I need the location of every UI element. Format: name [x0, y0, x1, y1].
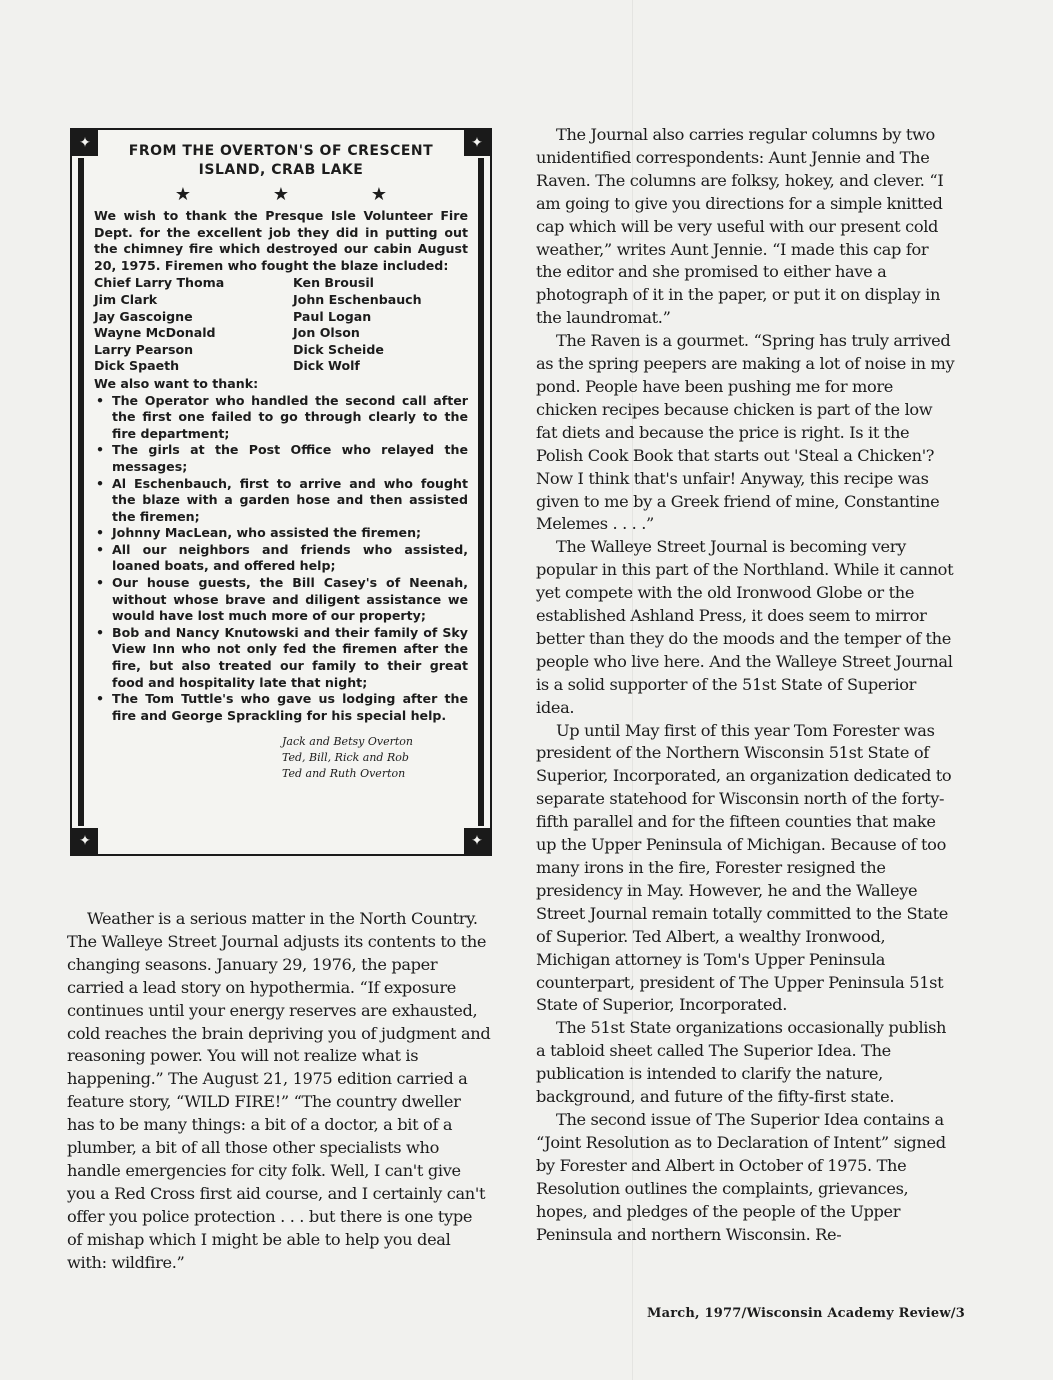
- fireman-name: Larry Pearson: [94, 341, 194, 357]
- notice-intro: We wish to thank the Presque Isle Volunteer Fire Dept. for the excellent job they did in putting out the chimney fire which destroyed our cabin August 20, 1975. Firemen who fought the blaze included:: [94, 208, 468, 273]
- thank-you-notice: [70, 128, 492, 856]
- thanks-list: [94, 393, 468, 725]
- thanks-item: • Bob and Nancy Knutowski and their family of Sky View Inn who not only fed the firemen after the fire, but also treated our family to their great food and hospitality late that night;: [94, 625, 468, 691]
- fireman-name: Jon Olson: [293, 325, 360, 341]
- also-thank-heading: We also want to thank:: [94, 375, 259, 391]
- fireman-name: Dick Wolf: [293, 358, 360, 374]
- fireman-name: Chief Larry Thoma: [94, 275, 225, 291]
- paragraph: The second issue of The Superior Idea contains a “Joint Resolution as to Declaration of Intent” signed by Forester and Albert in October of 1975. The Resolution outlines the complaints, grievances, hopes, and pledges of the people of the Upper Peninsula and northern Wisconsin. Re-: [536, 1109, 946, 1244]
- firemen-column-left: [94, 275, 281, 375]
- signature-line: Jack and Betsy Overton: [282, 735, 413, 749]
- thanks-item: • The Operator who handled the second call after the first one failed to go through clearly to the fire department;: [94, 393, 468, 443]
- signature-line: Ted and Ruth Overton: [282, 767, 406, 781]
- signature-line: Ted, Bill, Rick and Rob: [282, 751, 409, 765]
- corner-ornament-icon: ✦: [72, 828, 98, 854]
- paragraph: The Walleye Street Journal is becoming very popular in this part of the Northland. While it cannot yet compete with the old Ironwood Globe or the established Ashland Press, it does seem to mirror better than they do the moods and the temper of the people who live here. And the Walleye Street Journal is a solid supporter of the 51st State of Superior idea.: [536, 537, 954, 717]
- left-column-text: [67, 908, 491, 1275]
- notice-border-right: [478, 158, 484, 826]
- fireman-name: John Eschenbauch: [293, 291, 422, 307]
- thanks-item: • The girls at the Post Office who relayed the messages;: [94, 442, 468, 475]
- thanks-item: • All our neighbors and friends who assisted, loaned boats, and offered help;: [94, 542, 468, 575]
- firemen-column-right: [281, 275, 468, 375]
- star-icon: ★: [174, 184, 192, 205]
- star-row: [94, 180, 468, 206]
- star-icon: ★: [370, 184, 388, 205]
- corner-ornament-icon: ✦: [72, 130, 98, 156]
- corner-ornament-icon: ✦: [464, 828, 490, 854]
- firemen-list: [94, 275, 468, 375]
- notice-border-left: [78, 158, 84, 826]
- fireman-name: Paul Logan: [293, 308, 372, 324]
- thanks-item: • Al Eschenbauch, first to arrive and who fought the blaze with a garden hose and then assisted the firemen;: [94, 476, 468, 526]
- fireman-name: Wayne McDonald: [94, 325, 216, 341]
- notice-title-line: ISLAND, CRAB LAKE: [198, 162, 364, 178]
- page-footer: March, 1977/Wisconsin Academy Review/3: [647, 1306, 965, 1321]
- paragraph: Weather is a serious matter in the North Country. The Walleye Street Journal adjusts its contents to the changing seasons. January 29, 1976, the paper carried a lead story on hypothermia. “If exposure continues until your energy reserves are exhausted, cold reaches the brain depriving you of judgment and reasoning power. You will not realize what is happening.” The August 21, 1975 edition carried a feature story, “WILD FIRE!” “The country dweller has to be many things: a bit of a doctor, a bit of a plumber, a bit of all those other specialists who handle emergencies for city folk. Well, I can't give you a Red Cross first aid course, and I certainly can't offer you police protection . . . but there is one type of mishap which I might be able to help you deal with: wildfire.”: [67, 909, 491, 1272]
- notice-title: [94, 142, 468, 180]
- fireman-name: Dick Scheide: [293, 341, 384, 357]
- thanks-item: • Johnny MacLean, who assisted the firemen;: [94, 525, 468, 542]
- paragraph: The Raven is a gourmet. “Spring has truly arrived as the spring peepers are making a lot of noise in my pond. People have been pushing me for more chicken recipes because chicken is part of the low fat diets and because the price is right. Is it the Polish Cook Book that starts out 'Steal a Chicken'? Now I think that's unfair! Anyway, this recipe was given to me by a Greek friend of mine, Constantine Melemes . . . .”: [536, 331, 955, 534]
- fireman-name: Ken Brousil: [293, 275, 374, 291]
- fireman-name: Dick Spaeth: [94, 358, 180, 374]
- star-icon: ★: [272, 184, 290, 205]
- signatures: [282, 734, 468, 782]
- fireman-name: Jim Clark: [94, 291, 158, 307]
- notice-content: [94, 140, 468, 844]
- paragraph: The 51st State organizations occasionally publish a tabloid sheet called The Superior Idea. The publication is intended to clarify the nature, background, and future of the fifty-first state.: [536, 1018, 947, 1107]
- thanks-item: • The Tom Tuttle's who gave us lodging after the fire and George Sprackling for his special help.: [94, 691, 468, 724]
- corner-ornament-icon: ✦: [464, 130, 490, 156]
- right-column-text: [536, 124, 956, 1246]
- notice-title-line: FROM THE OVERTON'S OF CRESCENT: [128, 143, 434, 159]
- paragraph: Up until May first of this year Tom Forester was president of the Northern Wisconsin 51st State of Superior, Incorporated, an organization dedicated to separate statehood for Wisconsin north of the forty-fifth parallel and for the fifteen counties that make up the Upper Peninsula of Michigan. Because of too many irons in the fire, Forester resigned the presidency in May. However, he and the Walleye Street Journal remain totally committed to the State of Superior. Ted Albert, a wealthy Ironwood, Michigan attorney is Tom's Upper Peninsula counterpart, president of The Upper Peninsula 51st State of Superior, Incorporated.: [536, 720, 952, 1015]
- paragraph: The Journal also carries regular columns by two unidentified correspondents: Aunt Jennie and The Raven. The columns are folksy, hokey, and clever. “I am going to give you directions for a simple knitted cap which will be very useful with our present cold weather,” writes Aunt Jennie. “I made this cap for the editor and she promised to either have a photograph of it in the paper, or put it on display in the laundromat.”: [536, 125, 944, 328]
- fireman-name: Jay Gascoigne: [94, 308, 193, 324]
- thanks-item: • Our house guests, the Bill Casey's of Neenah, without whose brave and diligent assistance we would have lost much more of our property;: [94, 575, 468, 625]
